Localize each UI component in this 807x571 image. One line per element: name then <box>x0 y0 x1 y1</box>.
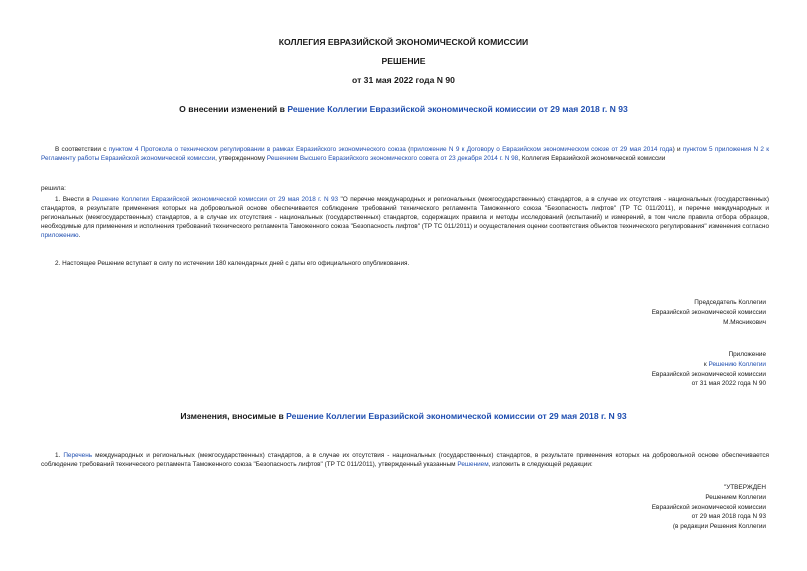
item-1-text: "О перечне международных и региональных (межгосударственных) стандартов, а в случае их отсутствия - национальных (государственных) стандартов, в результате применения которых на добровольной основе обеспечивается соблюдение требований технического регламента Таможенного союза "Безопасность лифтов" (ТР ТС 011/2011), и перечне международных и региональных (межгосударственных) стандартов, а в случае их отсутствия - национальных (государственных) стандартов, содержащих правила и методы исследований (испытаний) и измерений, в том числе правила отбора образцов, необходимые для применения и исполнения требований технического регламента Таможенного союза "Безопасность лифтов" (ТР ТС 011/2011) и осуществления оценки соответствия объектов технического регулирования" изменения согласно <box>41 196 769 231</box>
item-1-link-decision[interactable]: Решение Коллегии Евразийской экономической комиссии от 29 мая 2018 г. N 93 <box>92 196 339 203</box>
title-link[interactable]: Решение Коллегии Евразийской экономической комиссии от 29 мая 2018 г. N 93 <box>287 104 628 114</box>
item-1-text: . <box>78 232 81 240</box>
signature-name: М.Мясникович <box>723 318 766 326</box>
intro-text: , утвержденному <box>215 155 267 163</box>
appendix-date: от 31 мая 2022 года N 90 <box>691 380 766 388</box>
approved-block <box>652 483 766 532</box>
org-heading: КОЛЛЕГИЯ ЕВРАЗИЙСКОЙ ЭКОНОМИЧЕСКОЙ КОМИССИИ <box>278 37 529 47</box>
appendix-label: Приложение <box>728 351 766 358</box>
document-title <box>0 104 807 114</box>
changes-title-prefix: Изменения, вносимые в <box>180 411 287 421</box>
intro-text: В соответствии с <box>55 146 109 153</box>
change-1-text: международных и региональных (межгосударственных) стандартов, а в случае их отсутствия - национальных (государственных) стандартов, в результате применения которых на добровольной основе обеспечивается соблюдение требований технического регламента Таможенного союза "Безопасность лифтов" (ТР ТС 011/2011), утвержденный указанным <box>41 452 770 469</box>
change-1-link-decision[interactable]: Решением <box>457 461 489 469</box>
item-2-paragraph: 2. Настоящее Решение вступает в силу по истечении 180 календарных дней с даты его официального опубликования. <box>55 260 410 267</box>
intro-paragraph <box>41 145 769 163</box>
item-1-text: 1. Внести в <box>55 196 93 203</box>
change-1-paragraph <box>41 451 769 469</box>
doc-type-heading: РЕШЕНИЕ <box>381 56 426 66</box>
approved-org: Евразийской экономической комиссии <box>651 503 766 511</box>
approved-edition: (в редакции Решения Коллегии <box>672 523 766 531</box>
intro-text: ( <box>405 146 411 153</box>
appendix-org: Евразийской экономической комиссии <box>651 370 766 378</box>
approved-date: от 29 мая 2018 года N 93 <box>691 513 766 521</box>
intro-link-treaty[interactable]: приложение N 9 к Договору о Евразийском экономическом союзе от 29 мая 2014 года <box>410 146 673 153</box>
appendix-reference <box>652 350 766 389</box>
signature-title: Председатель Коллегии <box>694 299 766 306</box>
signature-org: Евразийской экономической комиссии <box>651 308 766 316</box>
change-1-text: , изложить в следующей редакции: <box>488 461 593 469</box>
intro-text: ) и <box>672 146 683 153</box>
appendix-prefix: к <box>703 360 709 368</box>
approved-label: "УТВЕРЖДЕН <box>723 484 766 491</box>
intro-link-protocol[interactable]: пунктом 4 Протокола о техническом регулировании в рамках Евразийского экономического союза <box>108 146 406 153</box>
change-1-text: 1. <box>55 452 64 459</box>
item-1-paragraph <box>41 195 769 240</box>
changes-title-link[interactable]: Решение Коллегии Евразийской экономической комиссии от 29 мая 2018 г. N 93 <box>286 411 627 421</box>
intro-text: , Коллегия Евразийской экономической комиссии <box>518 155 666 163</box>
change-1-link-list[interactable]: Перечень <box>63 452 93 459</box>
changes-title <box>0 411 807 421</box>
approved-by: Решением Коллегии <box>705 493 766 501</box>
item-1-link-appendix[interactable]: приложению <box>41 232 79 240</box>
title-prefix: О внесении изменений в <box>179 104 288 114</box>
doc-date-number: от 31 мая 2022 года N 90 <box>352 75 455 85</box>
signature-block <box>652 298 766 327</box>
appendix-decision-link[interactable]: Решению Коллегии <box>708 360 766 368</box>
decided-label: решила: <box>41 185 66 192</box>
appendix-decision-line <box>652 360 766 370</box>
intro-link-regulation[interactable]: пунктом 5 приложения N 2 к Регламенту работы Евразийской экономической комиссии <box>41 146 770 163</box>
intro-link-council-decision[interactable]: Решением Высшего Евразийского экономического совета от 23 декабря 2014 г. N 98 <box>266 155 519 163</box>
